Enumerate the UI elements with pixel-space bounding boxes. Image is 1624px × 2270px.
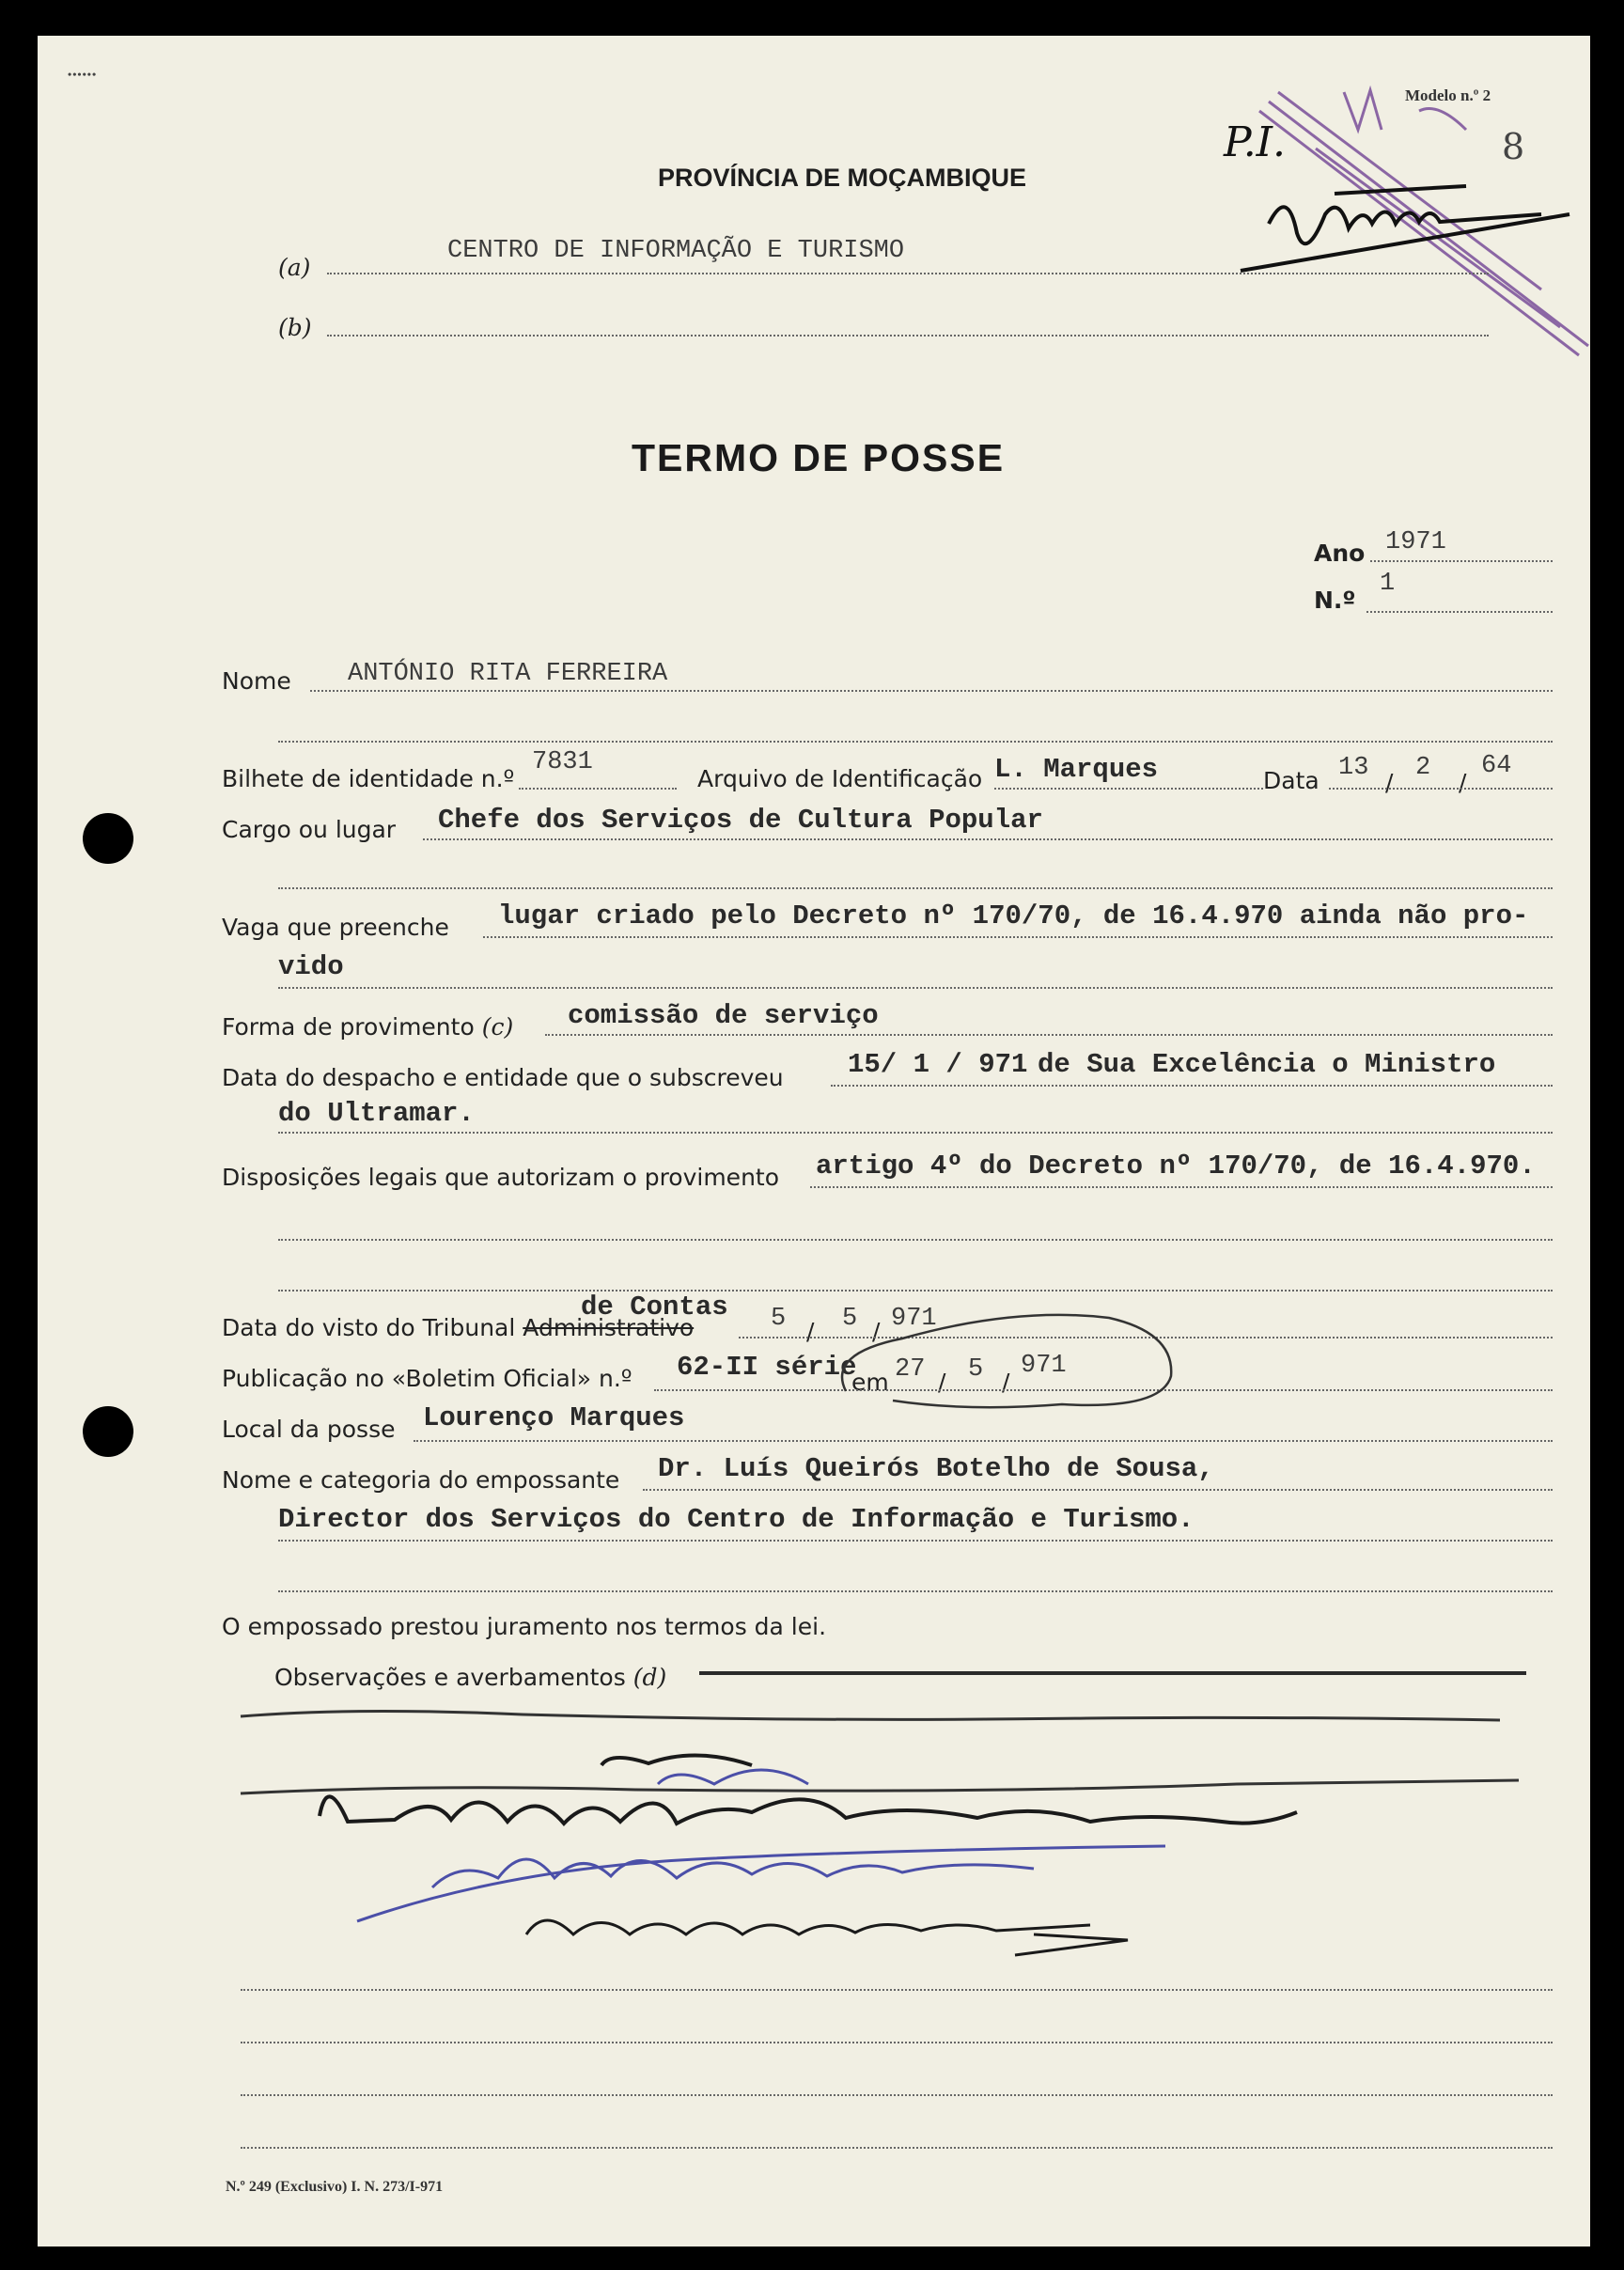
despacho-label: Data do despacho e entidade que o subscreveu — [222, 1064, 784, 1091]
bi-label: Bilhete de identidade n.º — [222, 765, 515, 792]
empossante-value-line1: Dr. Luís Queirós Botelho de Sousa, — [658, 1453, 1214, 1484]
empossante-dotline-3 — [278, 1590, 1553, 1592]
visto-struck: Administrativo — [523, 1314, 695, 1341]
despacho-date: 15/ 1 / 971 — [848, 1049, 1028, 1080]
line-b-label: (b) — [278, 314, 312, 341]
vaga-label: Vaga que preenche — [222, 914, 449, 941]
publicacao-month: 5 — [968, 1355, 984, 1384]
pi-annotation: P.I. — [1224, 118, 1287, 166]
data-month: 2 — [1415, 754, 1431, 782]
forma-value: comissão de serviço — [568, 1000, 879, 1031]
stamp-and-initial-signature — [1184, 73, 1590, 384]
line-a-dotline — [327, 273, 1489, 274]
despacho-dotline — [831, 1085, 1553, 1087]
numero-label: N.º — [1314, 587, 1356, 614]
nome-dotline-2 — [278, 741, 1553, 743]
arquivo-dotline — [994, 788, 1263, 790]
despacho-value-line1: de Sua Excelência o Ministro — [1038, 1049, 1496, 1080]
corner-mark: •••••• — [68, 68, 98, 81]
line-b-dotline — [327, 335, 1489, 337]
visto-day: 5 — [771, 1305, 787, 1333]
footer-dotline-4 — [241, 2147, 1553, 2149]
data-day: 13 — [1338, 754, 1369, 782]
despacho-dotline-2 — [278, 1132, 1553, 1134]
local-dotline — [414, 1440, 1553, 1442]
oath-text: O empossado prestou juramento nos termos da lei. — [222, 1613, 827, 1640]
data-year: 64 — [1481, 752, 1512, 780]
ano-dotline — [1370, 560, 1553, 562]
forma-label — [222, 1013, 513, 1041]
footer-dotline-3 — [241, 2094, 1553, 2096]
document-page — [38, 36, 1590, 2247]
visto-slash-2: / — [872, 1318, 881, 1345]
numero-value: 1 — [1380, 570, 1396, 598]
model-number: Modelo n.º 2 — [1405, 86, 1491, 104]
cargo-value: Chefe dos Serviços de Cultura Popular — [438, 805, 1043, 836]
footer-dotline-2 — [241, 2042, 1553, 2043]
forma-label-c: (c) — [481, 1013, 514, 1041]
forma-dotline — [545, 1034, 1553, 1036]
publicacao-value: 62-II série — [677, 1352, 857, 1383]
province-heading: PROVÍNCIA DE MOÇAMBIQUE — [658, 164, 1027, 192]
punch-hole-top — [83, 813, 133, 864]
footer-dotline-1 — [241, 1989, 1553, 1991]
publication-circle-mark — [827, 1307, 1184, 1419]
publicacao-slash-2: / — [1002, 1369, 1010, 1396]
cargo-dotline — [423, 838, 1553, 840]
nome-value: ANTÓNIO RITA FERREIRA — [348, 660, 668, 688]
nome-label: Nome — [222, 667, 291, 695]
visto-year: 971 — [891, 1305, 937, 1333]
empossante-dotline — [643, 1489, 1553, 1491]
numero-dotline — [1366, 611, 1553, 613]
publicacao-label: Publicação no «Boletim Oficial» n.º — [222, 1365, 632, 1392]
publicacao-slash-1: / — [938, 1369, 946, 1396]
vaga-dotline-2 — [278, 987, 1553, 989]
vaga-value-line2: vido — [278, 951, 344, 982]
local-label: Local da posse — [222, 1416, 396, 1443]
cargo-dotline-2 — [278, 887, 1553, 889]
vaga-dotline — [483, 936, 1553, 938]
disposicoes-dotline — [810, 1186, 1553, 1188]
publicacao-year: 971 — [1021, 1352, 1067, 1380]
empossante-dotline-2 — [278, 1540, 1553, 1542]
observacoes-label-d: (d) — [632, 1664, 667, 1691]
observacoes-label — [274, 1664, 666, 1691]
document-title: TERMO DE POSSE — [632, 436, 1006, 479]
disposicoes-dotline-3 — [278, 1290, 1553, 1292]
vaga-value-line1: lugar criado pelo Decreto nº 170/70, de 16.4.970 ainda não pro- — [498, 900, 1529, 931]
page-number: 8 — [1502, 126, 1525, 167]
publicacao-day: 27 — [895, 1355, 926, 1384]
visto-slash-1: / — [806, 1318, 815, 1345]
visto-insert: de Contas — [581, 1292, 728, 1323]
footer-print-reference: N.º 249 (Exclusivo) I. N. 273/I-971 — [226, 2179, 444, 2195]
publicacao-em: em — [851, 1369, 889, 1396]
local-value: Lourenço Marques — [423, 1402, 685, 1433]
arquivo-label: Arquivo de Identificação — [697, 765, 983, 792]
disposicoes-value: artigo 4º do Decreto nº 170/70, de 16.4.970. — [816, 1151, 1536, 1182]
line-a-label: (a) — [278, 254, 311, 281]
data-dotline — [1329, 788, 1553, 790]
punch-hole-bottom — [83, 1406, 133, 1457]
data-slash-1: / — [1385, 769, 1394, 796]
cargo-label: Cargo ou lugar — [222, 816, 397, 843]
forma-label-text: Forma de provimento — [222, 1013, 475, 1041]
signature-block — [320, 1746, 1522, 1991]
line-a-value: CENTRO DE INFORMAÇÃO E TURISMO — [447, 237, 905, 265]
disposicoes-label: Disposições legais que autorizam o provimento — [222, 1164, 780, 1191]
observacoes-rule — [699, 1671, 1526, 1675]
empossante-label: Nome e categoria do empossante — [222, 1466, 620, 1494]
bi-value: 7831 — [532, 748, 593, 776]
empossante-value-line2: Director dos Serviços do Centro de Informação e Turismo. — [278, 1504, 1195, 1535]
data-slash-2: / — [1459, 769, 1467, 796]
ano-label: Ano — [1314, 540, 1366, 567]
visto-label-text: Data do visto do Tribunal — [222, 1314, 516, 1341]
nome-dotline — [310, 690, 1553, 692]
arquivo-value: L. Marques — [994, 754, 1159, 785]
observacoes-label-text: Observações e averbamentos — [274, 1664, 626, 1691]
bi-dotline — [519, 788, 677, 790]
disposicoes-dotline-2 — [278, 1239, 1553, 1241]
ano-value: 1971 — [1385, 528, 1446, 556]
visto-label — [222, 1314, 694, 1341]
data-label: Data — [1263, 767, 1320, 794]
despacho-value-line2: do Ultramar. — [278, 1098, 475, 1129]
visto-month: 5 — [842, 1305, 858, 1333]
